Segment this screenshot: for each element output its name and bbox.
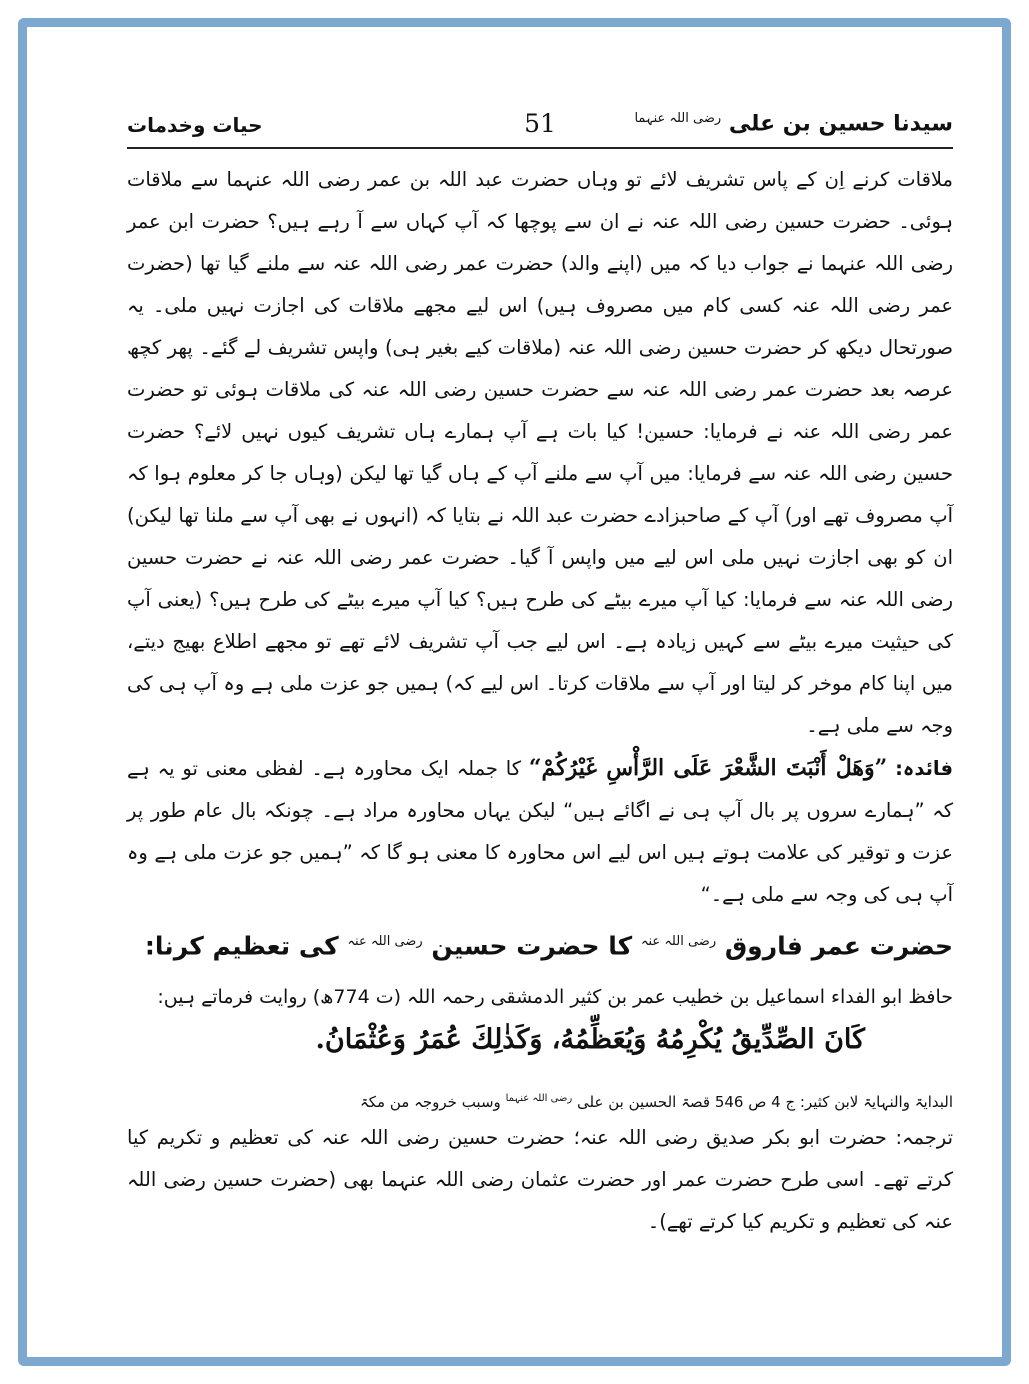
heading-part-2: کا حضرت حسین [431,931,633,961]
arabic-quote: كَانَ الصِّدِّيقُ يُكْرِمُهُ وَيُعَظِّمُهُ، وَكَذٰلِكَ عُمَرُ وَعُثْمَانُ. [315,1024,865,1056]
quote-intro: حافظ ابو الفداء اسماعیل بن خطیب عمر بن کثیر الدمشقی رحمہ اللہ (ت 774ھ) روایت فرماتے ہیں: [157,986,953,1009]
reference-part-1: البدایۃ والنہایۃ لابن کثیر: ج 4 ص 546 قصۃ الحسین بن علی [577,1093,953,1112]
translation-label: ترجمہ: [895,1126,953,1150]
translation-paragraph [127,1117,953,1243]
translation-text: حضرت ابو بکر صدیق رضی اللہ عنہ؛ حضرت حسین رضی اللہ عنہ کی تعظیم و تکریم کیا کرتے تھے۔ اسی طرح حضرت عمر اور حضرت عثمان رضی اللہ عنہما بھی (حضرت حسین رضی اللہ عنہ کی تعظیم و تکریم کیا کرتے تھے)۔ [127,1126,953,1234]
reference-citation [127,1084,953,1117]
reference-part-2: وسبب خروجہ من مکۃ [359,1093,501,1112]
paragraph-main: ملاقات کرنے اِن کے پاس تشریف لائے تو وہاں حضرت عبد اللہ بن عمر رضی اللہ عنہما سے ملاقات ہوئی۔ حضرت حسین رضی اللہ عنہ نے ان سے پوچھا کہ آپ کہاں سے آ رہے ہیں؟ حضرت ابن عمر رضی اللہ عنہما نے جواب دیا کہ میں (اپنے والد) حضرت عمر رضی اللہ عنہ سے ملنے گیا تھا (حضرت عمر رضی اللہ عنہ کسی کام میں مصروف ہیں) اس لیے مجھے ملاقات کی اجازت نہیں ملی۔ یہ صورتحال دیکھ کر حضرت حسین رضی اللہ عنہ (ملاقات کیے بغیر ہی) واپس تشریف لے گئے۔ پھر کچھ عرصہ بعد حضرت عمر رضی اللہ عنہ سے حضرت حسین رضی اللہ عنہ کی ملاقات ہوئی تو حضرت عمر رضی اللہ عنہ نے فرمایا: حسین! کیا بات ہے آپ ہمارے ہاں تشریف کیوں نہیں لائے؟ حضرت حسین رضی اللہ عنہ سے فرمایا: میں آپ سے ملنے آپ کے ہاں گیا تھا لیکن (وہاں جا کر معلوم ہوا کہ آپ مصروف تھے اور) آپ کے صاحبزادے حضرت عبد اللہ نے بتایا کہ (انہوں نے بھی آپ سے ملنا تھا لیکن) ان کو بھی اجازت نہیں ملی اس لیے میں واپس آ گیا۔ حضرت عمر رضی اللہ عنہ نے حضرت حسین رضی اللہ عنہ سے فرمایا: کیا آپ میرے بیٹے کی طرح ہیں؟ کیا آپ میرے بیٹے کی طرح ہیں؟ (یعنی آپ کی حیثیت میرے بیٹے سے کہیں زیادہ ہے۔ اس لیے جب آپ تشریف لائے تھے تو مجھے اطلاع بھیج دیتے، میں اپنا کام موخر کر لیتا اور آپ سے ملاقات کرتا۔ اس لیے کہ) ہمیں جو عزت ملی ہے وہ آپ ہی کی وجہ سے ملی ہے۔ [127,168,953,737]
honorific-glyph: رضی اللہ عنہما [634,111,722,126]
faida-arabic-phrase: ”وَهَلْ أَنْبَتَ الشَّعْرَ عَلَى الرَّأْسِ غَيْرُكُمْ“ [528,755,888,781]
page-body [127,159,953,1243]
heading-honor-1: رضی اللہ عنہ [640,934,717,949]
faida-label: فائدہ: [895,757,954,780]
faida-paragraph [127,747,953,916]
faida-text: کا جملہ ایک محاورہ ہے۔ لفظی معنی تو یہ ہے کہ ”ہمارے سروں پر بال آپ ہی نے اگائے ہیں“ لیکن یہاں محاورہ مراد ہے۔ چونکہ بال عام طور پر عزت و توقیر کی علامت ہوتے ہیں اس لیے اس محاورہ کا معنی ہو گا کہ ”ہمیں جو عزت ملی ہے وہ آپ ہی کی وجہ سے ملی ہے۔“ [127,757,953,906]
page-number: 51 [524,109,556,138]
page-frame [18,18,1011,1366]
book-page [127,109,953,1329]
section-title: حیات وخدمات [127,113,263,137]
heading-part-3: کی تعظیم کرنا: [144,931,339,961]
section-heading [127,920,953,968]
running-header [127,109,953,149]
reference-honor: رضی اللہ عنہما [505,1093,573,1105]
heading-part-1: حضرت عمر فاروق [724,931,953,961]
book-title-text: سیدنا حسین بن علی [728,111,953,137]
heading-honor-2: رضی اللہ عنہ [347,934,423,949]
